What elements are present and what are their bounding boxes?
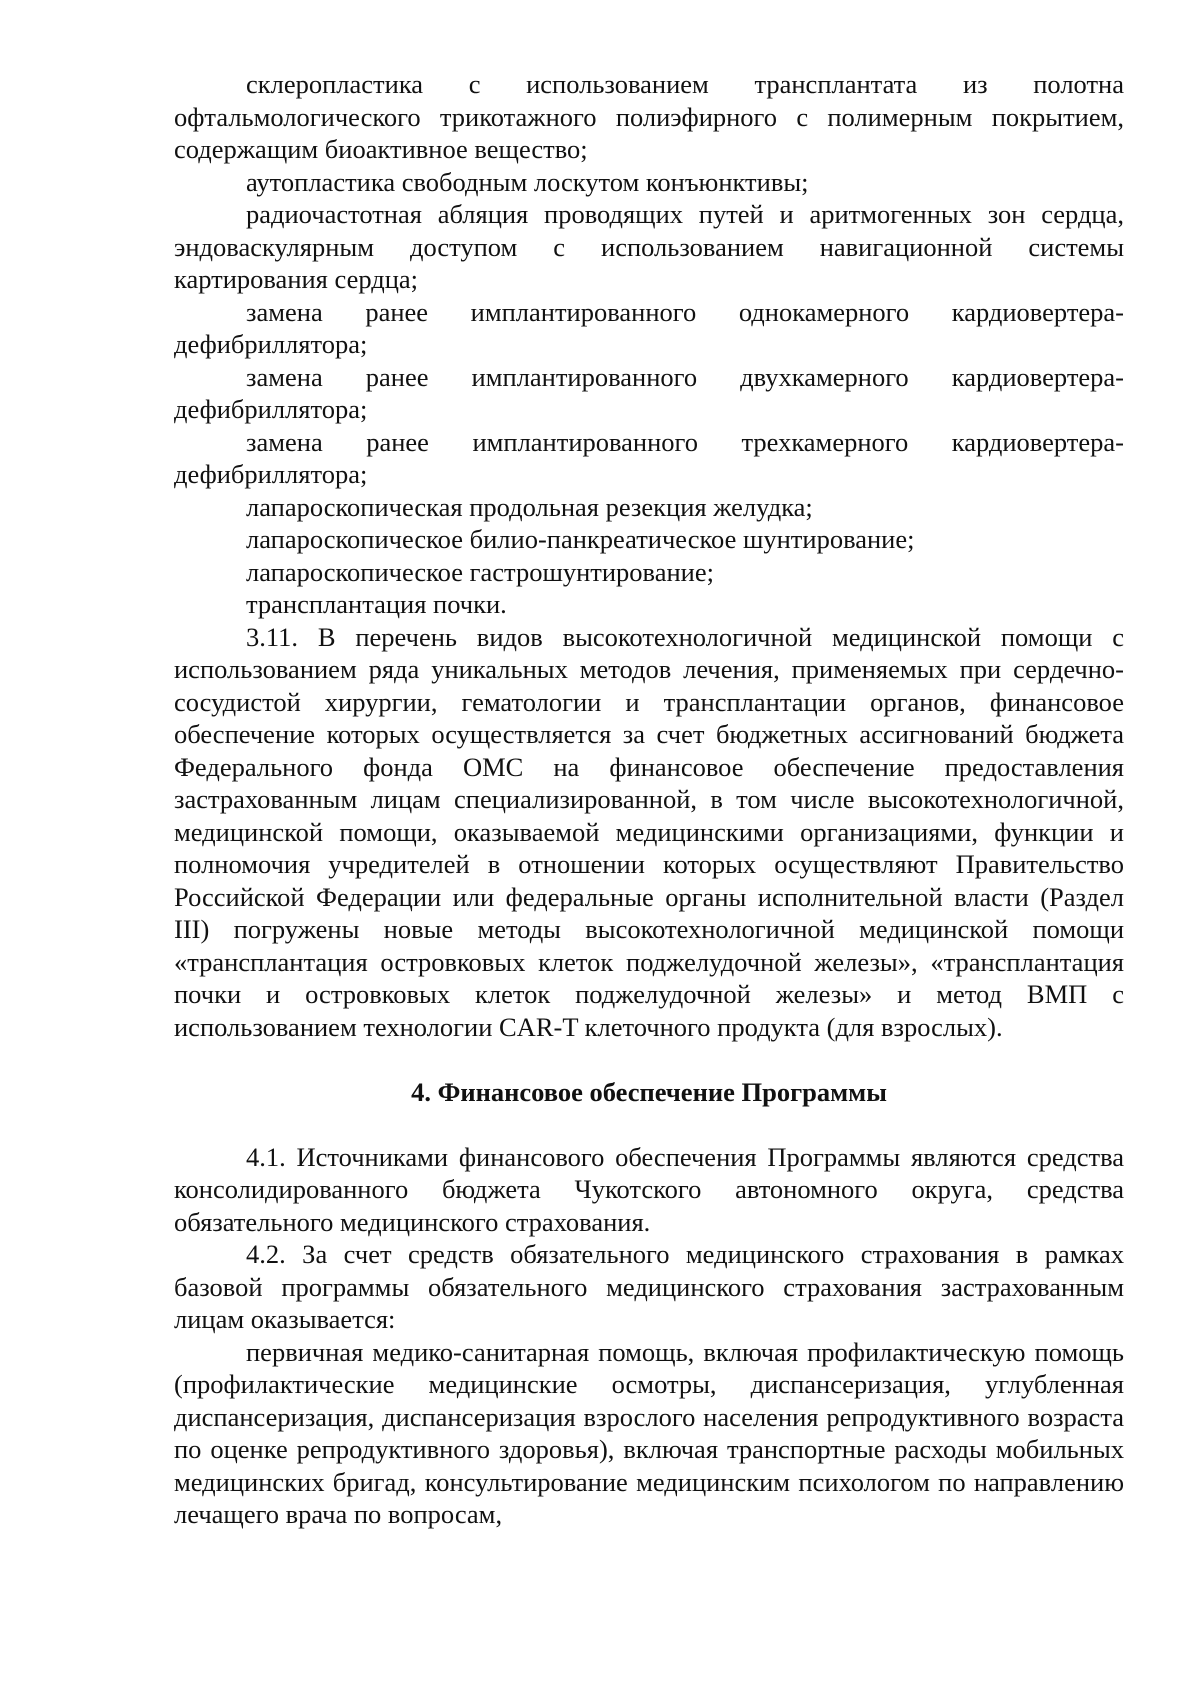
- paragraph-dual-chamber-replacement: замена ранее имплантированного двухкамерного кардиовертера-дефибриллятора;: [174, 361, 1124, 424]
- paragraph-triple-chamber-replacement: замена ранее имплантированного трехкамерного кардиовертера-дефибриллятора;: [174, 426, 1124, 489]
- paragraph-gastric-bypass: лапароскопическое гастрошунтирование;: [246, 556, 714, 587]
- paragraph-4-2: 4.2. За счет средств обязательного медицинского страхования в рамках базовой программы обязательного медицинского страхования застрахованным лицам оказывается:: [174, 1239, 1124, 1334]
- paragraph-autoplasty: аутопластика свободным лоскутом конъюнктивы;: [246, 166, 809, 197]
- paragraph-primary-care: первичная медико-санитарная помощь, включая профилактическую помощь (профилактические медицинские осмотры, диспансеризация, углубленная диспансеризация, диспансеризация взрослого населения репродуктивного возраста по оценке репродуктивного здоровья), включая транспортные расходы мобильных медицинских бригад, консультирование медицинским психологом по направлению лечащего врача по вопросам,: [174, 1336, 1124, 1529]
- section-heading: 4. Финансовое обеспечение Программы: [411, 1077, 887, 1107]
- paragraph-scleroplasty: склеропластика с использованием трансплантата из полотна офтальмологического трикотажного полиэфирного с полимерным покрытием, содержащим биоактивное вещество;: [174, 69, 1124, 164]
- paragraph-4-1: 4.1. Источниками финансового обеспечения Программы являются средства консолидированного бюджета Чукотского автономного округа, средства обязательного медицинского страхования.: [174, 1141, 1124, 1237]
- paragraph-radiofrequency-ablation: радиочастотная абляция проводящих путей и аритмогенных зон сердца, эндоваскулярным доступом с использованием навигационной системы картирования сердца;: [174, 199, 1124, 294]
- paragraph-sleeve-gastrectomy: лапароскопическая продольная резекция желудка;: [246, 491, 813, 522]
- paragraph-3-11: 3.11. В перечень видов высокотехнологичной медицинской помощи с использованием ряда уникальных методов лечения, применяемых при сердечно-сосудистой хирургии, гематологии и трансплантации органов, финансовое обеспечение которых осуществляется за счет бюджетных ассигнований бюджета Федерального фонда ОМС на финансовое обеспечение предоставления застрахованным лицам специализированной, в том числе высокотехнологичной, медицинской помощи, оказываемой медицинскими организациями, функции и полномочия учредителей в отношении которых осуществляют Правительство Российской Федерации или федеральные органы исполнительной власти (Раздел III) погружены новые методы высокотехнологичной медицинской помощи «трансплантация островковых клеток поджелудочной железы», «трансплантация почки и островковых клеток поджелудочной железы» и метод ВМП с использованием технологии CAR-T клеточного продукта (для взрослых).: [174, 621, 1124, 1042]
- document-page: [174, 68, 1124, 1531]
- paragraph-single-chamber-replacement: замена ранее имплантированного однокамерного кардиовертера-дефибриллятора;: [174, 296, 1124, 359]
- paragraph-kidney-transplant: трансплантация почки.: [246, 589, 507, 619]
- paragraph-biliopancreatic-bypass: лапароскопическое билио-панкреатическое шунтирование;: [246, 524, 915, 554]
